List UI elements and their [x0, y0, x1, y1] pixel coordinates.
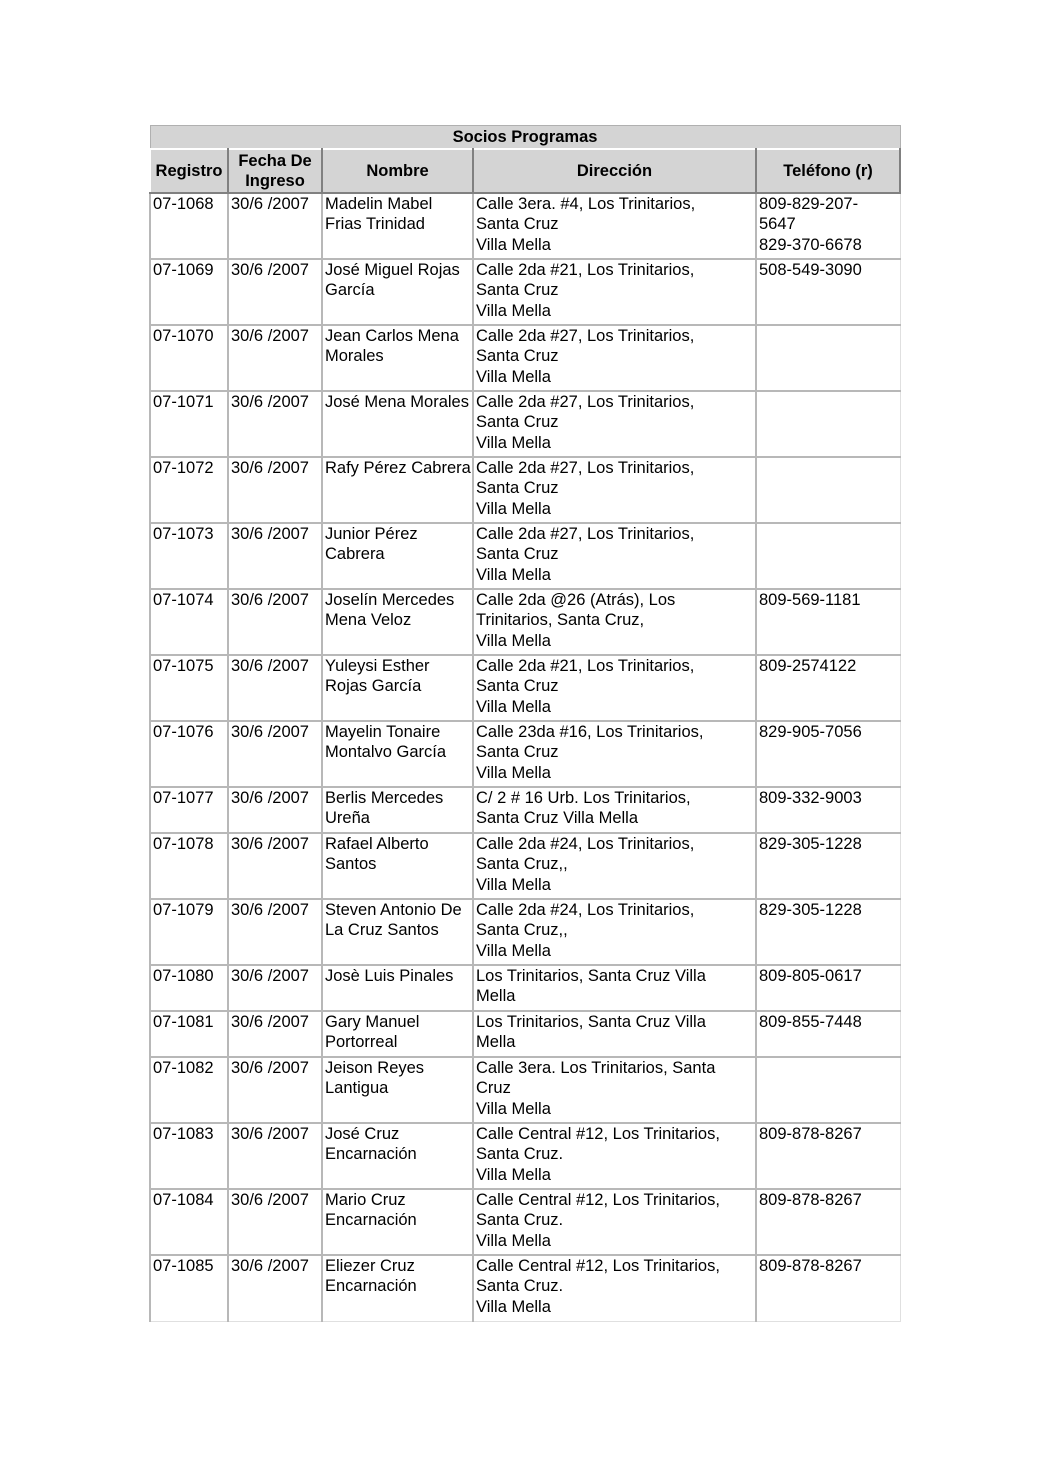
table-row — [150, 589, 900, 655]
cell-direccion — [473, 787, 756, 833]
direccion-line: Calle 2da #27, Los Trinitarios, — [476, 525, 695, 543]
direccion-line: Santa Cruz — [476, 479, 559, 498]
direccion-line: Santa Cruz — [476, 743, 559, 762]
cell-nombre: Joselín Mercedes Mena Veloz — [322, 589, 473, 655]
direccion-line: Santa Cruz — [476, 677, 559, 696]
cell-registro: 07-1082 — [150, 1057, 228, 1123]
cell-direccion — [473, 325, 756, 391]
cell-direccion — [473, 1123, 756, 1189]
direccion-line: Calle 2da @26 (Atrás), Los — [476, 591, 676, 609]
direccion-line: Mella — [476, 1033, 516, 1052]
cell-fecha: 30/6 /2007 — [228, 457, 322, 523]
cell-nombre: Eliezer Cruz Encarnación — [322, 1255, 473, 1321]
cell-nombre: Rafael Alberto Santos — [322, 833, 473, 899]
direccion-line: Villa Mella — [476, 941, 551, 960]
header-direccion: Dirección — [473, 149, 756, 193]
direccion-line: Villa Mella — [476, 565, 551, 584]
direccion-line: Villa Mella — [476, 1099, 551, 1118]
telefono-line: 829-305-1228 — [759, 901, 862, 919]
cell-direccion — [473, 1189, 756, 1255]
direccion-line: Santa Cruz — [476, 413, 559, 432]
direccion-line: Villa Mella — [476, 499, 551, 518]
cell-registro: 07-1084 — [150, 1189, 228, 1255]
telefono-line: 809-878-8267 — [759, 1125, 862, 1143]
cell-telefono — [756, 259, 900, 325]
cell-registro: 07-1080 — [150, 965, 228, 1011]
header-fecha-ingreso — [228, 149, 322, 193]
direccion-line: Santa Cruz — [476, 545, 559, 564]
table-row — [150, 899, 900, 965]
cell-direccion — [473, 523, 756, 589]
cell-fecha: 30/6 /2007 — [228, 899, 322, 965]
cell-registro: 07-1081 — [150, 1011, 228, 1057]
table-row — [150, 457, 900, 523]
direccion-line: Los Trinitarios, Santa Cruz Villa — [476, 967, 706, 985]
cell-fecha: 30/6 /2007 — [228, 833, 322, 899]
cell-fecha: 30/6 /2007 — [228, 1255, 322, 1321]
table-row — [150, 391, 900, 457]
cell-direccion — [473, 1011, 756, 1057]
cell-fecha: 30/6 /2007 — [228, 325, 322, 391]
table-row — [150, 1189, 900, 1255]
direccion-line: Villa Mella — [476, 367, 551, 386]
direccion-line: Villa Mella — [476, 1297, 551, 1316]
telefono-line: 829-905-7056 — [759, 723, 862, 741]
table-row — [150, 1011, 900, 1057]
cell-fecha: 30/6 /2007 — [228, 1189, 322, 1255]
cell-telefono — [756, 1057, 900, 1123]
cell-telefono — [756, 325, 900, 391]
cell-nombre: Jean Carlos Mena Morales — [322, 325, 473, 391]
telefono-line: 5647 — [759, 215, 796, 234]
cell-direccion — [473, 193, 756, 259]
direccion-line: Calle 3era. Los Trinitarios, Santa — [476, 1059, 716, 1077]
header-nombre: Nombre — [322, 149, 473, 193]
table-row — [150, 965, 900, 1011]
direccion-line: Villa Mella — [476, 697, 551, 716]
cell-nombre: Gary Manuel Portorreal — [322, 1011, 473, 1057]
cell-nombre: Rafy Pérez Cabrera — [322, 457, 473, 523]
direccion-line: Mella — [476, 987, 516, 1006]
direccion-line: Calle Central #12, Los Trinitarios, — [476, 1191, 720, 1209]
cell-fecha: 30/6 /2007 — [228, 589, 322, 655]
direccion-line: Villa Mella — [476, 433, 551, 452]
direccion-line: Calle 23da #16, Los Trinitarios, — [476, 723, 704, 741]
table-row — [150, 259, 900, 325]
cell-telefono — [756, 899, 900, 965]
direccion-line: Santa Cruz — [476, 215, 559, 234]
telefono-line: 809-569-1181 — [759, 591, 861, 609]
cell-nombre: Madelin Mabel Frias Trinidad — [322, 193, 473, 259]
cell-fecha: 30/6 /2007 — [228, 259, 322, 325]
header-fecha-line2: Ingreso — [245, 172, 305, 190]
cell-nombre: Mayelin Tonaire Montalvo García — [322, 721, 473, 787]
cell-telefono — [756, 589, 900, 655]
cell-registro: 07-1083 — [150, 1123, 228, 1189]
table-row — [150, 325, 900, 391]
direccion-line: Santa Cruz. — [476, 1277, 564, 1296]
cell-direccion — [473, 899, 756, 965]
cell-registro: 07-1073 — [150, 523, 228, 589]
direccion-line: Calle 3era. #4, Los Trinitarios, — [476, 195, 696, 213]
direccion-line: Santa Cruz. — [476, 1145, 564, 1164]
direccion-line: C/ 2 # 16 Urb. Los Trinitarios, — [476, 789, 691, 807]
direccion-line: Villa Mella — [476, 631, 551, 650]
table-body — [150, 193, 900, 1321]
cell-registro: 07-1079 — [150, 899, 228, 965]
cell-registro: 07-1068 — [150, 193, 228, 259]
direccion-line: Villa Mella — [476, 235, 551, 254]
telefono-line: 809-332-9003 — [759, 789, 862, 807]
direccion-line: Calle 2da #24, Los Trinitarios, — [476, 835, 695, 853]
direccion-line: Santa Cruz — [476, 281, 559, 300]
cell-telefono — [756, 1189, 900, 1255]
table-row — [150, 655, 900, 721]
cell-registro: 07-1074 — [150, 589, 228, 655]
cell-telefono — [756, 1123, 900, 1189]
telefono-line: 809-805-0617 — [759, 967, 862, 985]
cell-direccion — [473, 589, 756, 655]
cell-nombre: Yuleysi Esther Rojas García — [322, 655, 473, 721]
direccion-line: Villa Mella — [476, 875, 551, 894]
cell-telefono — [756, 787, 900, 833]
cell-nombre: José Mena Morales — [322, 391, 473, 457]
cell-telefono — [756, 391, 900, 457]
direccion-line: Calle Central #12, Los Trinitarios, — [476, 1257, 720, 1275]
cell-fecha: 30/6 /2007 — [228, 1123, 322, 1189]
cell-nombre: Steven Antonio De La Cruz Santos — [322, 899, 473, 965]
direccion-line: Santa Cruz,, — [476, 855, 568, 874]
table-row — [150, 787, 900, 833]
cell-fecha: 30/6 /2007 — [228, 1057, 322, 1123]
cell-direccion — [473, 655, 756, 721]
direccion-line: Calle Central #12, Los Trinitarios, — [476, 1125, 720, 1143]
cell-direccion — [473, 457, 756, 523]
telefono-line: 829-370-6678 — [759, 235, 862, 254]
cell-direccion — [473, 391, 756, 457]
cell-telefono — [756, 1011, 900, 1057]
cell-registro: 07-1071 — [150, 391, 228, 457]
direccion-line: Calle 2da #21, Los Trinitarios, — [476, 261, 695, 279]
direccion-line: Calle 2da #27, Los Trinitarios, — [476, 327, 695, 345]
cell-direccion — [473, 833, 756, 899]
telefono-line: 508-549-3090 — [759, 261, 862, 279]
cell-nombre: Junior Pérez Cabrera — [322, 523, 473, 589]
cell-registro: 07-1085 — [150, 1255, 228, 1321]
cell-telefono — [756, 965, 900, 1011]
cell-nombre: Jeison Reyes Lantigua — [322, 1057, 473, 1123]
table-row — [150, 1255, 900, 1321]
direccion-line: Santa Cruz. — [476, 1211, 564, 1230]
table-row — [150, 1123, 900, 1189]
direccion-line: Villa Mella — [476, 1165, 551, 1184]
header-telefono: Teléfono (r) — [756, 149, 900, 193]
cell-fecha: 30/6 /2007 — [228, 391, 322, 457]
cell-fecha: 30/6 /2007 — [228, 1011, 322, 1057]
direccion-line: Calle 2da #27, Los Trinitarios, — [476, 459, 695, 477]
direccion-line: Santa Cruz Villa Mella — [476, 809, 639, 828]
cell-fecha: 30/6 /2007 — [228, 193, 322, 259]
cell-direccion — [473, 965, 756, 1011]
cell-registro: 07-1078 — [150, 833, 228, 899]
direccion-line: Cruz — [476, 1079, 511, 1098]
telefono-line: 809-878-8267 — [759, 1191, 862, 1209]
cell-telefono — [756, 655, 900, 721]
cell-telefono — [756, 457, 900, 523]
direccion-line: Santa Cruz,, — [476, 921, 568, 940]
table-row — [150, 193, 900, 259]
cell-fecha: 30/6 /2007 — [228, 523, 322, 589]
cell-telefono — [756, 721, 900, 787]
table-row — [150, 833, 900, 899]
telefono-line: 829-305-1228 — [759, 835, 862, 853]
cell-nombre: Josè Luis Pinales — [322, 965, 473, 1011]
cell-direccion — [473, 721, 756, 787]
table-row — [150, 1057, 900, 1123]
cell-telefono — [756, 523, 900, 589]
cell-nombre: José Miguel Rojas García — [322, 259, 473, 325]
header-fecha-line1: Fecha De — [238, 152, 312, 170]
members-table — [149, 125, 901, 1322]
telefono-line: 809-2574122 — [759, 657, 857, 675]
cell-registro: 07-1070 — [150, 325, 228, 391]
header-registro: Registro — [150, 149, 228, 193]
cell-nombre: Berlis Mercedes Ureña — [322, 787, 473, 833]
direccion-line: Villa Mella — [476, 1231, 551, 1250]
cell-direccion — [473, 1057, 756, 1123]
telefono-line: 809-829-207- — [759, 195, 859, 213]
direccion-line: Los Trinitarios, Santa Cruz Villa — [476, 1013, 706, 1031]
cell-nombre: Mario Cruz Encarnación — [322, 1189, 473, 1255]
direccion-line: Santa Cruz — [476, 347, 559, 366]
cell-registro: 07-1077 — [150, 787, 228, 833]
telefono-line: 809-878-8267 — [759, 1257, 862, 1275]
cell-registro: 07-1072 — [150, 457, 228, 523]
direccion-line: Villa Mella — [476, 301, 551, 320]
table-row — [150, 721, 900, 787]
cell-fecha: 30/6 /2007 — [228, 655, 322, 721]
telefono-line: 809-855-7448 — [759, 1013, 862, 1031]
cell-direccion — [473, 259, 756, 325]
cell-fecha: 30/6 /2007 — [228, 721, 322, 787]
direccion-line: Calle 2da #27, Los Trinitarios, — [476, 393, 695, 411]
direccion-line: Trinitarios, Santa Cruz, — [476, 611, 645, 630]
cell-telefono — [756, 193, 900, 259]
table-row — [150, 523, 900, 589]
table-title: Socios Programas — [150, 126, 900, 150]
cell-fecha: 30/6 /2007 — [228, 787, 322, 833]
direccion-line: Villa Mella — [476, 763, 551, 782]
direccion-line: Calle 2da #24, Los Trinitarios, — [476, 901, 695, 919]
cell-telefono — [756, 833, 900, 899]
cell-fecha: 30/6 /2007 — [228, 965, 322, 1011]
direccion-line: Calle 2da #21, Los Trinitarios, — [476, 657, 695, 675]
cell-registro: 07-1075 — [150, 655, 228, 721]
cell-nombre: José Cruz Encarnación — [322, 1123, 473, 1189]
cell-direccion — [473, 1255, 756, 1321]
cell-registro: 07-1076 — [150, 721, 228, 787]
cell-registro: 07-1069 — [150, 259, 228, 325]
cell-telefono — [756, 1255, 900, 1321]
